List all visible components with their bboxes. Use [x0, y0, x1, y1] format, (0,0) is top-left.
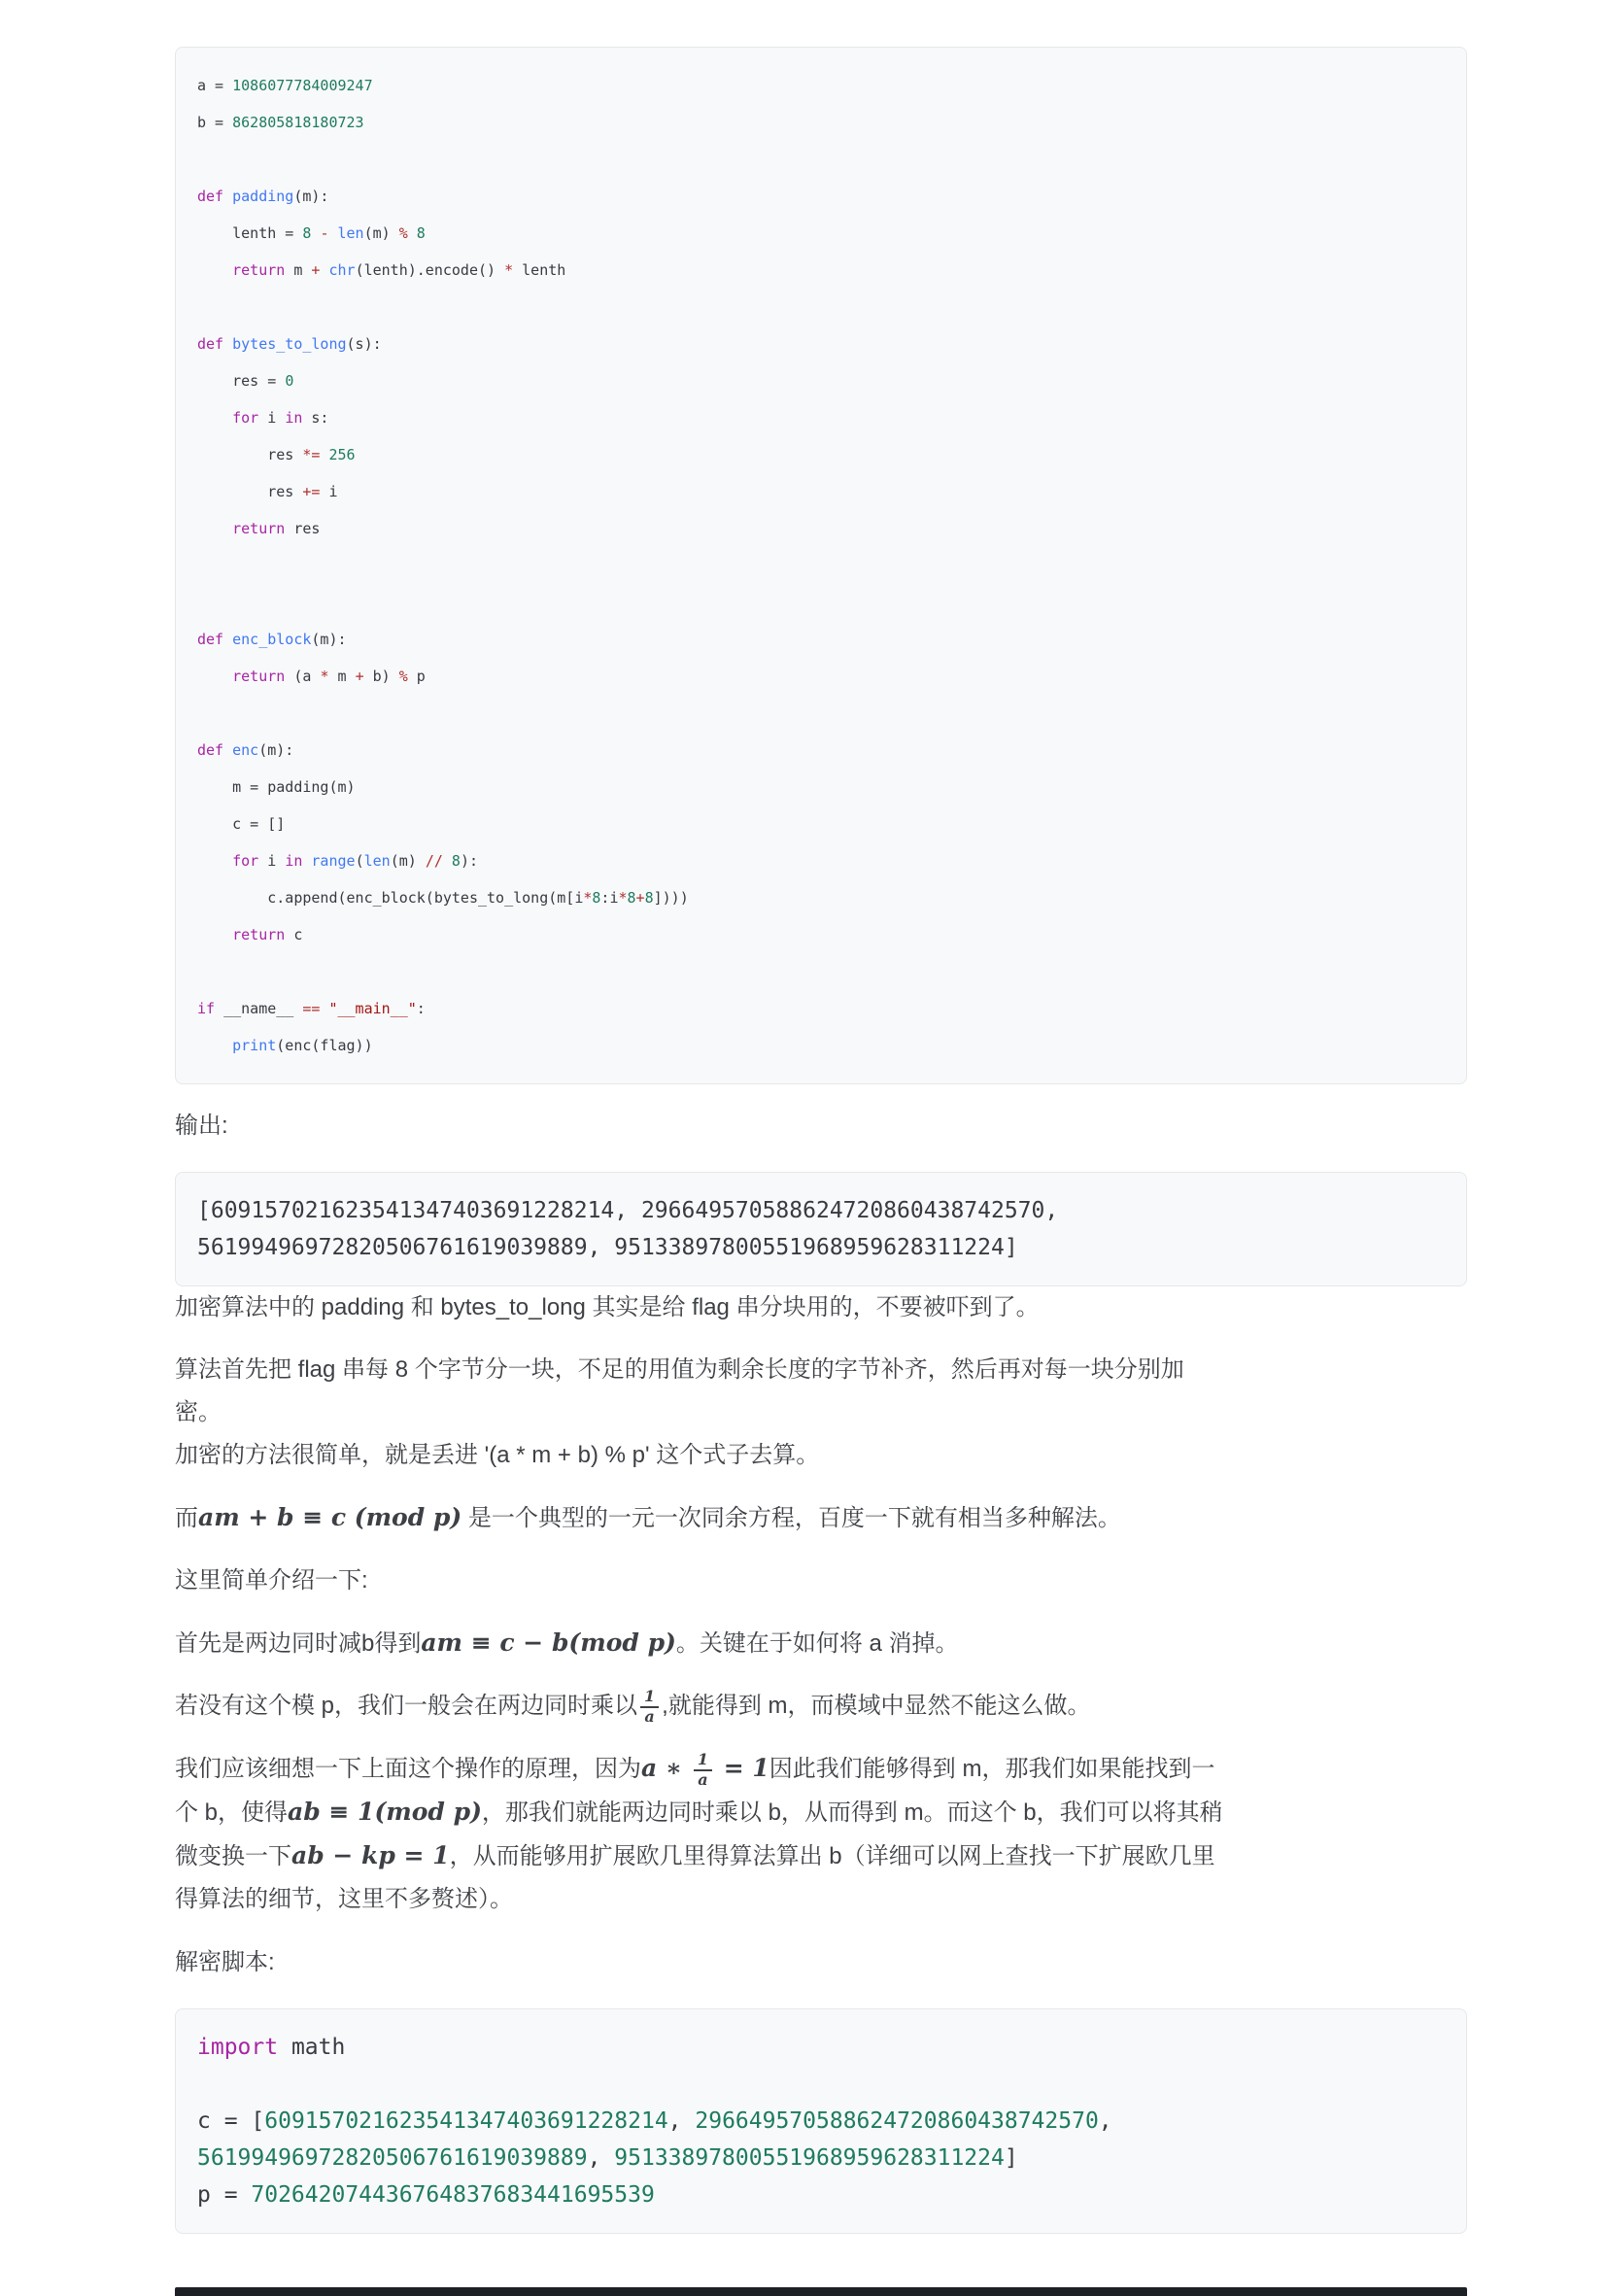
code-line [197, 289, 1445, 326]
paragraph: 若没有这个模 p，我们一般会在两边同时乘以 $\frac{1}{a}$ ,就能得到 m，而模域中显然不能这么做。 [175, 1686, 1091, 1726]
inline-math: ab − kp = 1 [291, 1841, 450, 1869]
code-line: for i in s: [232, 409, 329, 427]
code-line: res = 0 [197, 372, 294, 390]
code-line [197, 953, 1445, 990]
cropped-next-element-edge [175, 2287, 1467, 2296]
inline-math-fraction: $\frac{1}{a}$ [640, 1689, 659, 1726]
code-line: print(enc(flag)) [232, 1037, 373, 1054]
code-line: p = 702642074436764837683441695539 [197, 2182, 655, 2208]
paragraph: 我们应该细想一下上面这个操作的原理，因为a ∗ $\frac{1}{a}$ = 1因此我们能够得到 m，那我们如果能找到一个 b，使得ab ≡ 1(mod p)，那我们就能两边同时乘以 b，从而得到 m。而这个 b，我们可以将其稍微变换一下ab − kp = 1，从而能够用扩展欧几里得算法算出 b（详细可以网上查找一下扩展欧几里得算法的细节，这里不多赘述）。 [175, 1749, 1223, 1912]
code-line: if __name__ == "__main__": [197, 1000, 426, 1017]
code-block-cipher-output [175, 1172, 1467, 1286]
code-line: c = [609157021623541347403691228214, 296649570588624720860438742570, [197, 2108, 1112, 2134]
code-line: 56199496972820506761619039889, 95133897800551968959628311224] [197, 1235, 1018, 1260]
decrypt-label: 解密脚本: [175, 1949, 275, 1975]
code-line: b = 862805818180723 [197, 114, 364, 131]
code-line: m = padding(m) [197, 778, 356, 796]
code-line: def enc_block(m): [197, 631, 347, 648]
paragraph: 首先是两边同时减b得到am ≡ c − b(mod p)。关键在于如何将 a 消掉。 [175, 1628, 959, 1657]
code-line: def enc(m): [197, 741, 294, 759]
code-block-encrypt-script [175, 47, 1467, 1084]
code-line: return m + chr(lenth).encode() * lenth [232, 261, 566, 279]
paragraph: 这里简单介绍一下: [175, 1567, 368, 1593]
inline-math: ab ≡ 1(mod p) [288, 1798, 482, 1826]
code-line: def bytes_to_long(s): [197, 335, 382, 353]
explanation-paragraphs [175, 1286, 1467, 1921]
inline-math-fraction: $\frac{1}{a}$ [694, 1752, 712, 1789]
code-line: 56199496972820506761619039889, 95133897800551968959628311224] [197, 2145, 1018, 2171]
inline-math: am + b ≡ c (mod p) [198, 1503, 462, 1531]
code-line [197, 584, 1445, 621]
code-line [197, 141, 1445, 178]
paragraph: 算法首先把 flag 串每 8 个字节分一块，不足的用值为剩余长度的字节补齐，然后再对每一块分别加密。 加密的方法很简单，就是丢进 '(a * m + b) % p' 这个式子去算。 [175, 1356, 1184, 1468]
paragraph: 加密算法中的 padding 和 bytes_to_long 其实是给 flag 串分块用的，不要被吓到了。 [175, 1294, 1040, 1320]
code-line: return (a * m + b) % p [232, 668, 426, 685]
output-label: 输出: [175, 1113, 228, 1139]
code-line: res += i [197, 483, 338, 500]
code-line [197, 547, 1445, 584]
code-line [197, 695, 1445, 732]
code-line: for i in range(len(m) // 8): [232, 852, 478, 870]
code-line: return res [232, 520, 321, 537]
code-line: [609157021623541347403691228214, 296649570588624720860438742570, [197, 1198, 1059, 1223]
code-line: def padding(m): [197, 188, 329, 205]
code-line: lenth = 8 - len(m) % 8 [197, 224, 426, 242]
code-line: import math [197, 2035, 346, 2060]
inline-math: a ∗ [641, 1754, 691, 1782]
code-line: c = [] [197, 815, 286, 833]
code-block-decrypt-script [175, 2008, 1467, 2234]
code-line: return c [232, 926, 303, 943]
code-line [197, 2066, 1445, 2103]
inline-math: = 1 [715, 1754, 769, 1782]
code-line: a = 1086077784009247 [197, 77, 373, 94]
inline-math: am ≡ c − b(mod p) [421, 1628, 676, 1657]
paragraph: 而am + b ≡ c (mod p) 是一个典型的一元一次同余方程，百度一下就有相当多种解法。 [175, 1503, 1121, 1531]
code-line: c.append(enc_block(bytes_to_long(m[i*8:i*8+8]))) [197, 889, 689, 907]
code-line: res *= 256 [197, 446, 356, 463]
